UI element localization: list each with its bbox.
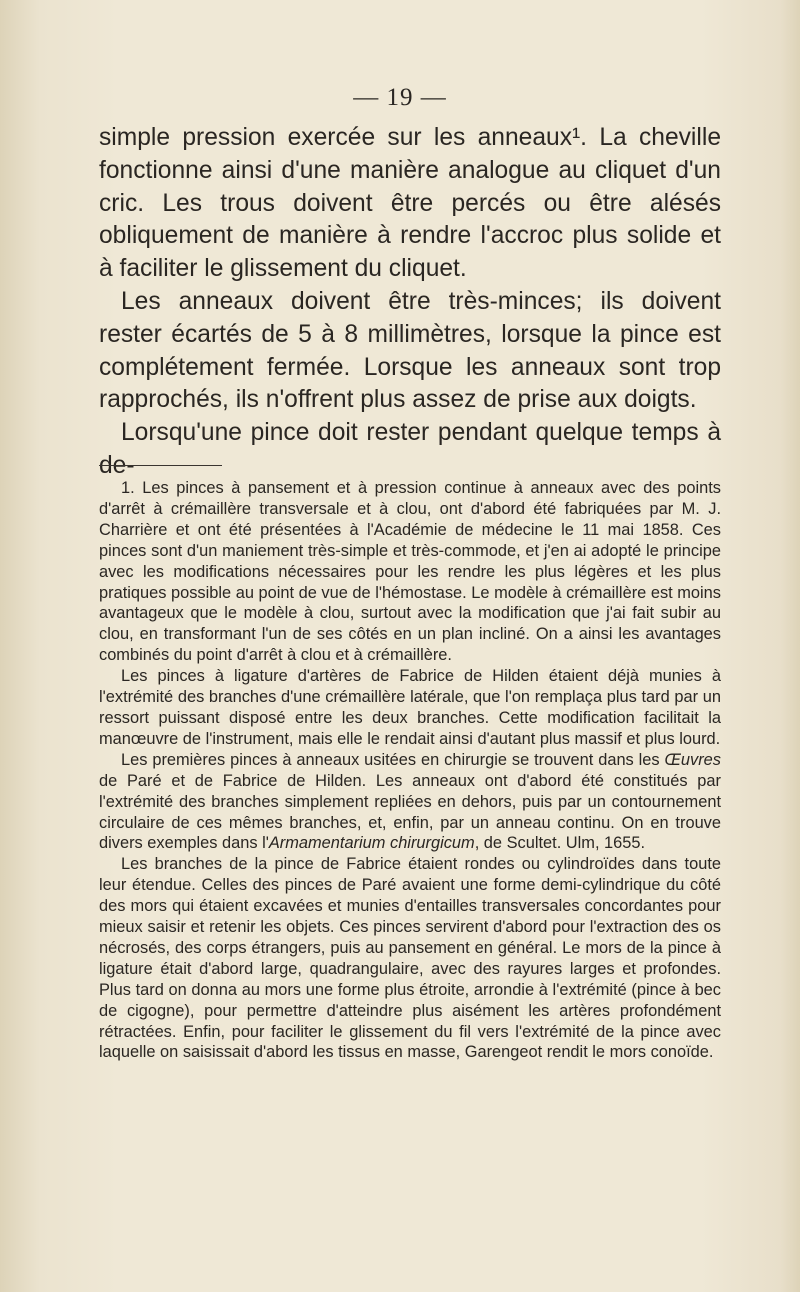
footnote-text: Les premières pinces à anneaux usitées en chirurgie se trouvent dans les [121, 750, 665, 769]
footnote-text: Les branches de la pince de Fabrice étaient rondes ou cylindroïdes dans toute leur étendue. Celles des pinces de Paré avaient une forme demi-cylindrique du côté des mors qui étaient excavées et munies d'entailles transversales concordantes pour mieux saisir et retenir les objets. Ces pinces servirent d'abord pour l'extraction des os nécrosés, des corps étrangers, puis au pansement en général. Le mors de la pince à ligature était d'abord large, quadrangulaire, avec des rayures larges et profondes. Plus tard on donna au mors une forme plus étroite, arrondie à l'extrémité (pince à bec de cigogne), pour permettre d'atteindre plus aisément les artères profondément rétractées. Enfin, pour faciliter le glissement du fil vers l'extrémité de la pince avec laquelle on saisissait d'abord les tissus en masse, Garengeot rendit le mors conoïde. [99, 855, 721, 1062]
footnote-text: 1. Les pinces à pansement et à pression continue à anneaux avec des points d'arrêt à crémaillère transversale et à clou, ont d'abord été fabriquées par M. J. Charrière et ont été présentées à l'Académie de médecine le 11 mai 1858. Ces pinces sont d'un maniement très-simple et très-commode, et j'en ai adopté le principe avec les modifications nécessaires pour les rendre les plus légères et les plus pratiques possible au point de vue de l'hémostase. Le modèle à crémaillère est moins avantageux que le modèle à clou, surtout avec la modification que j'ai fait subir au clou, en transformant l'un de ses côtés en un plan incliné. On a ainsi les avantages combinés du point d'arrêt à clou et à crémaillère. [99, 479, 721, 665]
paragraph: Lorsqu'une pince doit rester pendant quelque temps à de- [99, 419, 721, 479]
footnote-divider [99, 465, 222, 466]
footnote-paragraph [99, 750, 721, 855]
page-number: — 19 — [353, 84, 447, 111]
footnote-text: , de Scultet. Ulm, 1655. [474, 834, 646, 853]
footnote-paragraph [99, 666, 721, 750]
main-text [99, 122, 721, 483]
footnote-text: Les pinces à ligature d'artères de Fabrice de Hilden étaient déjà munies à l'extrémité des branches d'une crémaillère latérale, que l'on remplaça plus tard par un ressort puissant disposé entre les deux branches. Cette modification facilitait la manœuvre de l'instrument, mais elle le rendait ainsi d'autant plus massif et plus lourd. [99, 667, 721, 748]
footnote-italic: Armamentarium chirurgicum [268, 834, 475, 853]
paragraph: Les anneaux doivent être très-minces; ils doivent rester écartés de 5 à 8 millimètres, lorsque la pince est complétement fermée. Lorsque les anneaux sont trop rapprochés, ils n'offrent plus assez de prise aux doigts. [99, 287, 721, 414]
footnotes [99, 478, 721, 1063]
footnote-paragraph [99, 478, 721, 666]
footnote-paragraph [99, 854, 721, 1063]
footnote-italic: Œuvres [664, 750, 721, 769]
paragraph: simple pression exercée sur les anneaux¹. La cheville fonctionne ainsi d'une manière analogue au cliquet d'un cric. Les trous doivent être percés ou être alésés obliquement de manière à rendre l'accroc plus solide et à faciliter le glissement du cliquet. [99, 124, 721, 283]
footnote-text: de Paré et de Fabrice de Hilden. Les anneaux ont d'abord été constitués par l'extrémité des branches simplement repliées en dehors, puis par un contournement circulaire de ces mêmes branches, et, enfin, par un anneau continu. On en trouve divers exemples dans l' [99, 771, 721, 853]
